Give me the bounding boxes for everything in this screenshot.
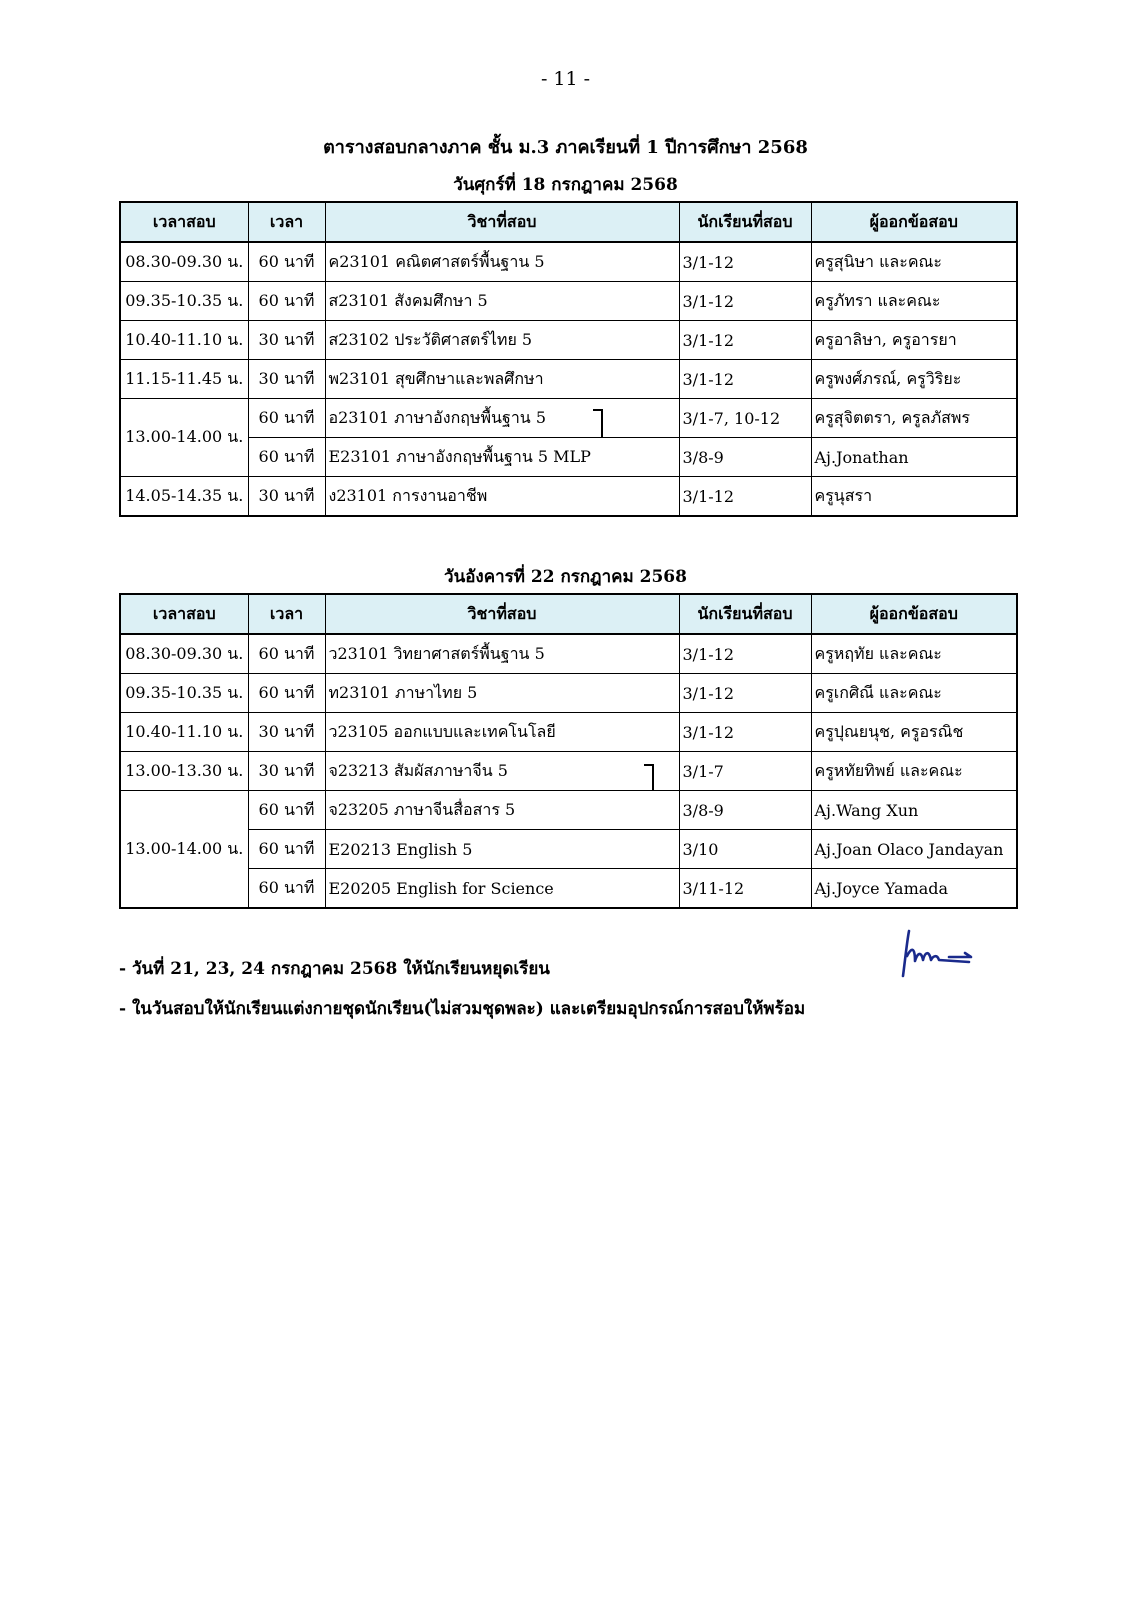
examiner-cell: ครูหฤทัย และคณะ	[811, 634, 1017, 674]
subject-cell: ง23101 การงานอาชีพ	[325, 477, 679, 517]
note-holiday: - วันที่ 21, 23, 24 กรกฎาคม 2568 ให้นักเรียนหยุดเรียน	[119, 959, 550, 979]
subject-cell: ค23101 คณิตศาสตร์พื้นฐาน 5	[325, 242, 679, 282]
day2-label: วันอังคารที่ 22 กรกฎาคม 2568	[444, 567, 687, 587]
header-duration: เวลา	[248, 594, 325, 634]
note-uniform: - ในวันสอบให้นักเรียนแต่งกายชุดนักเรียน(ไม่สวมชุดพละ) และเตรียมอุปกรณ์การสอบให้พร้อม	[119, 999, 806, 1019]
exam-time-cell: 13.00-14.00 น.	[120, 399, 248, 477]
examiner-cell: ครูนุสรา	[811, 477, 1017, 517]
table-row	[120, 674, 1017, 713]
subject-cell: E23101 ภาษาอังกฤษพื้นฐาน 5 MLP	[325, 438, 679, 477]
signature	[893, 926, 977, 986]
subject-text: จ23213 สัมผัสภาษาจีน 5	[328, 760, 508, 780]
students-cell: 3/10	[679, 830, 811, 869]
students-cell: 3/1-12	[679, 477, 811, 517]
subject-cell	[325, 399, 679, 438]
table-row	[120, 752, 1017, 791]
duration-cell: 60 นาที	[248, 869, 325, 909]
examiner-cell: ครูหทัยทิพย์ และคณะ	[811, 752, 1017, 791]
subject-cell: ว23101 วิทยาศาสตร์พื้นฐาน 5	[325, 634, 679, 674]
table-row	[120, 282, 1017, 321]
students-cell: 3/8-9	[679, 438, 811, 477]
duration-cell: 30 นาที	[248, 321, 325, 360]
duration-cell: 60 นาที	[248, 399, 325, 438]
table-row	[120, 438, 1017, 477]
table-row	[120, 399, 1017, 438]
header-subject: วิชาที่สอบ	[325, 594, 679, 634]
day1-schedule-table	[119, 201, 1018, 517]
page-number: - 11 -	[540, 68, 591, 90]
examiner-cell: ครูพงศ์ภรณ์, ครูวิริยะ	[811, 360, 1017, 399]
students-cell: 3/11-12	[679, 869, 811, 909]
subject-cell: จ23205 ภาษาจีนสื่อสาร 5	[325, 791, 679, 830]
table-row	[120, 360, 1017, 399]
table-row	[120, 242, 1017, 282]
students-cell: 3/1-12	[679, 360, 811, 399]
group-bracket	[593, 409, 603, 438]
table-row	[120, 791, 1017, 830]
students-cell: 3/1-12	[679, 321, 811, 360]
examiner-cell: Aj.Joyce Yamada	[811, 869, 1017, 909]
header-duration: เวลา	[248, 202, 325, 242]
examiner-cell: ครูสุจิตตรา, ครูลภัสพร	[811, 399, 1017, 438]
students-cell: 3/1-12	[679, 242, 811, 282]
duration-cell: 30 นาที	[248, 752, 325, 791]
table-row	[120, 634, 1017, 674]
examiner-cell: ครูปุณยนุช, ครูอรณิช	[811, 713, 1017, 752]
header-exam-time: เวลาสอบ	[120, 202, 248, 242]
examiner-cell: Aj.Jonathan	[811, 438, 1017, 477]
duration-cell: 60 นาที	[248, 438, 325, 477]
subject-cell: ท23101 ภาษาไทย 5	[325, 674, 679, 713]
subject-cell	[325, 752, 679, 791]
students-cell: 3/1-12	[679, 674, 811, 713]
exam-time-cell: 09.35-10.35 น.	[120, 282, 248, 321]
examiner-cell: Aj.Wang Xun	[811, 791, 1017, 830]
header-subject: วิชาที่สอบ	[325, 202, 679, 242]
document-title: ตารางสอบกลางภาค ชั้น ม.3 ภาคเรียนที่ 1 ปีการศึกษา 2568	[323, 137, 808, 158]
header-students: นักเรียนที่สอบ	[679, 594, 811, 634]
subject-cell: ส23101 สังคมศึกษา 5	[325, 282, 679, 321]
examiner-cell: Aj.Joan Olaco Jandayan	[811, 830, 1017, 869]
table-header-row	[120, 594, 1017, 634]
subject-cell: ส23102 ประวัติศาสตร์ไทย 5	[325, 321, 679, 360]
day2-schedule-table	[119, 593, 1018, 909]
students-cell: 3/1-7	[679, 752, 811, 791]
exam-time-cell: 13.00-14.00 น.	[120, 791, 248, 909]
duration-cell: 30 นาที	[248, 477, 325, 517]
table-row	[120, 830, 1017, 869]
subject-cell: พ23101 สุขศึกษาและพลศึกษา	[325, 360, 679, 399]
header-examiner: ผู้ออกข้อสอบ	[811, 202, 1017, 242]
header-exam-time: เวลาสอบ	[120, 594, 248, 634]
duration-cell: 60 นาที	[248, 791, 325, 830]
examiner-cell: ครูภัทรา และคณะ	[811, 282, 1017, 321]
exam-time-cell: 14.05-14.35 น.	[120, 477, 248, 517]
examiner-cell: ครูเกศิณี และคณะ	[811, 674, 1017, 713]
table-row	[120, 477, 1017, 517]
table-row	[120, 713, 1017, 752]
duration-cell: 60 นาที	[248, 242, 325, 282]
duration-cell: 60 นาที	[248, 830, 325, 869]
subject-cell: E20205 English for Science	[325, 869, 679, 909]
students-cell: 3/1-12	[679, 634, 811, 674]
students-cell: 3/1-12	[679, 282, 811, 321]
table-row	[120, 869, 1017, 909]
examiner-cell: ครูอาลิษา, ครูอารยา	[811, 321, 1017, 360]
subject-cell: ว23105 ออกแบบและเทคโนโลยี	[325, 713, 679, 752]
students-cell: 3/1-12	[679, 713, 811, 752]
table-row	[120, 321, 1017, 360]
table-header-row	[120, 202, 1017, 242]
students-cell: 3/8-9	[679, 791, 811, 830]
group-bracket	[644, 764, 654, 791]
duration-cell: 60 นาที	[248, 674, 325, 713]
students-cell: 3/1-7, 10-12	[679, 399, 811, 438]
exam-time-cell: 13.00-13.30 น.	[120, 752, 248, 791]
duration-cell: 30 นาที	[248, 713, 325, 752]
exam-time-cell: 09.35-10.35 น.	[120, 674, 248, 713]
header-students: นักเรียนที่สอบ	[679, 202, 811, 242]
exam-time-cell: 11.15-11.45 น.	[120, 360, 248, 399]
exam-time-cell: 10.40-11.10 น.	[120, 713, 248, 752]
examiner-cell: ครูสุนิษา และคณะ	[811, 242, 1017, 282]
exam-time-cell: 08.30-09.30 น.	[120, 634, 248, 674]
exam-time-cell: 08.30-09.30 น.	[120, 242, 248, 282]
day1-label: วันศุกร์ที่ 18 กรกฎาคม 2568	[453, 175, 678, 195]
duration-cell: 60 นาที	[248, 282, 325, 321]
subject-cell: E20213 English 5	[325, 830, 679, 869]
header-examiner: ผู้ออกข้อสอบ	[811, 594, 1017, 634]
exam-time-cell: 10.40-11.10 น.	[120, 321, 248, 360]
subject-text: อ23101 ภาษาอังกฤษพื้นฐาน 5	[328, 407, 546, 427]
duration-cell: 30 นาที	[248, 360, 325, 399]
duration-cell: 60 นาที	[248, 634, 325, 674]
